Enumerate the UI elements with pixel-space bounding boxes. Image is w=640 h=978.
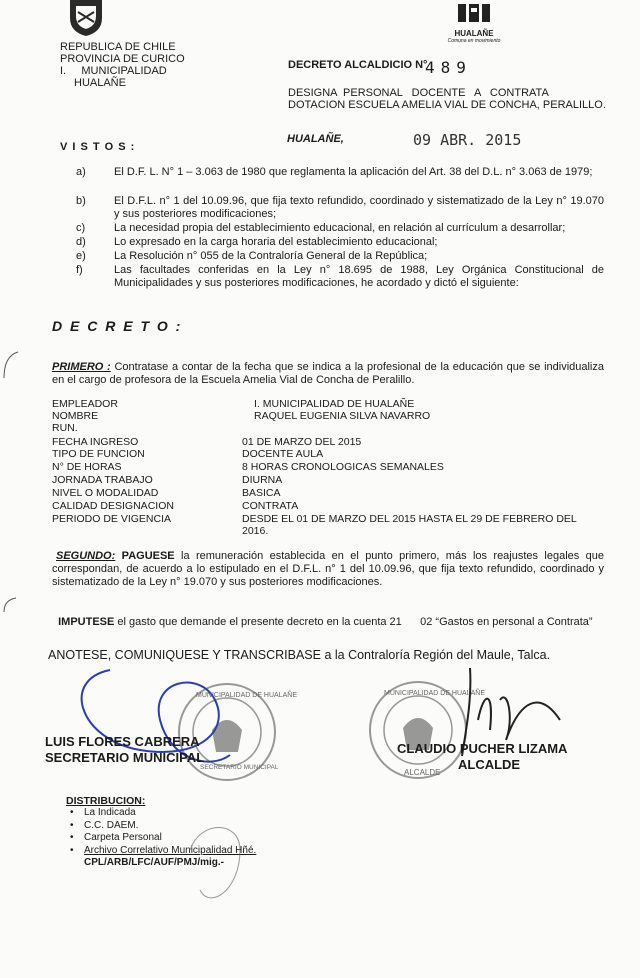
hualane-logo [444, 2, 504, 48]
vistos-text: Lo expresado en la carga horaria del establecimiento educacional; [114, 236, 438, 248]
vistos-text: La necesidad propia del establecimiento educacional, en relación al currículum a desarrollar; [114, 222, 566, 234]
vistos-letter: e) [76, 250, 86, 262]
field-row [52, 448, 612, 460]
vistos-letter: a) [76, 166, 86, 178]
left-stamp-top-text: MUNICIPALIDAD DE HUALAÑE [196, 692, 298, 699]
vistos-text: La Resolución n° 055 de la Contraloría General de la República; [114, 250, 428, 262]
vistos-letter: f) [76, 264, 83, 276]
field-row [52, 410, 612, 422]
municipal-crest [64, 0, 108, 36]
left-signer-name: LUIS FLORES CABRERA [45, 734, 200, 749]
signature-area [0, 660, 640, 800]
field-row [52, 513, 612, 539]
header-line: HUALAÑE [74, 77, 126, 89]
imputese-text: el gasto que demande el presente decreto en la cuenta 21 02 “Gastos en personal a Contrata” [117, 616, 593, 628]
list-item: • Carpeta Personal [64, 832, 324, 845]
vistos-heading: V I S T O S : [60, 141, 136, 153]
right-signer-title: ALCALDE [458, 757, 521, 772]
distribucion-heading: DISTRIBUCION: [66, 795, 146, 807]
field-value: DIURNA [242, 474, 283, 486]
decree-subject [288, 87, 618, 111]
left-stamp-bottom-text: SECRETARIO MUNICIPAL [200, 764, 279, 771]
header-line: REPUBLICA DE CHILE [60, 41, 176, 53]
primero-paragraph [52, 361, 604, 387]
header-line: PROVINCIA DE CURICO [60, 53, 185, 65]
logo-text: HUALAÑE [454, 29, 494, 38]
list-item: • C.C. DAEM. [64, 820, 324, 833]
vistos-item [58, 264, 608, 292]
vistos-letter: b) [76, 195, 86, 207]
vistos-text: El D.F. L. N° 1 – 3.063 de 1980 que reglamenta la aplicación del Art. 38 del D.L. n° 3.063 de 1979; [114, 166, 593, 178]
field-value: DESDE EL 01 DE MARZO DEL 2015 HASTA EL 29 DE FEBRERO DEL 2016. [242, 513, 577, 537]
field-value: BASICA [242, 487, 281, 499]
field-label: PERIODO DE VIGENCIA [52, 513, 172, 525]
header-line: I. MUNICIPALIDAD [60, 65, 167, 77]
field-label: NIVEL O MODALIDAD [52, 487, 159, 499]
logo-subtext: Comuna en movimiento [447, 38, 501, 44]
field-value: DOCENTE AULA [242, 448, 324, 460]
field-row [52, 487, 612, 499]
field-label: CALIDAD DESIGNACION [52, 500, 174, 512]
right-stamp-bottom-text: ALCALDE [404, 768, 441, 777]
vistos-item [58, 222, 608, 235]
field-row [52, 398, 612, 410]
decree-number: 489 [425, 58, 472, 77]
field-label: JORNADA TRABAJO [52, 474, 153, 486]
vistos-item [58, 236, 608, 249]
field-value: CONTRATA [242, 500, 299, 512]
field-label: FECHA INGRESO [52, 436, 139, 448]
field-row [52, 422, 612, 434]
field-value: 01 DE MARZO DEL 2015 [242, 436, 362, 448]
header-left-block [60, 41, 260, 89]
primero-text: Contratase a contar de la fecha que se indica a la profesional de la educación que se individualiza en el cargo de profesora de la Escuela Amelia Vial de Concha de Peralillo. [52, 361, 604, 386]
vistos-letter: c) [76, 222, 86, 234]
date-stamp: 09 ABR. 2015 [413, 131, 522, 149]
subject-line: DESIGNA PERSONAL DOCENTE A CONTRATA [288, 87, 549, 99]
vistos-text: Las facultades conferidas en la Ley n° 18.695 de 1988, Ley Orgánica Constitucional de Municipalidades y sus posteriores modificaciones, he acordado y dictó el siguiente: [114, 264, 604, 289]
field-label: TIPO DE FUNCION [52, 448, 145, 460]
vistos-item [58, 166, 608, 192]
decree-label: DECRETO ALCALDICIO N° [288, 59, 428, 71]
logo-icon [456, 2, 492, 24]
field-row [52, 461, 612, 473]
vistos-item [58, 195, 608, 221]
segundo-paragraph [52, 550, 604, 589]
margin-mark-icon [0, 350, 20, 380]
list-item: • La Indicada [64, 807, 324, 820]
subject-line: DOTACION ESCUELA AMELIA VIAL DE CONCHA, PERALILLO. [288, 99, 606, 111]
anotese-line: ANOTESE, COMUNIQUESE Y TRANSCRIBASE a la Contraloría Región del Maule, Talca. [48, 648, 551, 662]
distribucion-initials: CPL/ARB/LFC/AUF/PMJ/mig.- [84, 857, 224, 868]
field-label: N° DE HORAS [52, 461, 122, 473]
field-row [52, 500, 612, 512]
crest-icon [64, 0, 108, 36]
right-stamp-top-text: MUNICIPALIDAD DE HUALAÑE [384, 690, 486, 697]
left-signer-title: SECRETARIO MUNICIPAL [45, 750, 205, 765]
field-label: NOMBRE [52, 410, 99, 422]
field-value: I. MUNICIPALIDAD DE HUALAÑE [254, 398, 415, 410]
segundo-label: SEGUNDO: [56, 550, 116, 562]
vistos-text: El D.F.L. n° 1 del 10.09.96, que fija texto refundido, coordinado y sistematizado de la Ley n° 19.070 y sus posteriores modificaciones; [114, 195, 604, 220]
imputese-paragraph [52, 603, 604, 629]
list-item: • Archivo Correlativo Municipalidad Hñé. [64, 845, 324, 858]
field-value: 8 HORAS CRONOLOGICAS SEMANALES [242, 461, 444, 473]
margin-mark-icon [0, 596, 20, 616]
field-row [52, 436, 612, 448]
segundo-bold: PAGUESE [121, 550, 175, 562]
field-label: EMPLEADOR [52, 398, 118, 410]
vistos-item [58, 250, 608, 263]
right-signer-name: CLAUDIO PUCHER LIZAMA [397, 741, 568, 756]
decreto-heading: D E C R E T O : [52, 318, 183, 334]
field-row [52, 474, 612, 486]
field-value: RAQUEL EUGENIA SILVA NAVARRO [254, 410, 431, 422]
primero-label: PRIMERO : [52, 361, 111, 373]
scribble-icon [170, 810, 270, 920]
imputese-bold: IMPUTESE [58, 616, 115, 628]
place-label: HUALAÑE, [287, 133, 344, 145]
segundo-text: la remuneración establecida en el punto primero, más los reajustes legales que correspondan, de acuerdo a lo estipulado en el D.F.L. n° 1 del 10.09.96, que fija texto refundido, coordinado y sistematizado de la Ley n° 19.070 y sus posteriores modificaciones. [52, 550, 605, 588]
field-label: RUN. [52, 422, 78, 434]
vistos-letter: d) [76, 236, 86, 248]
